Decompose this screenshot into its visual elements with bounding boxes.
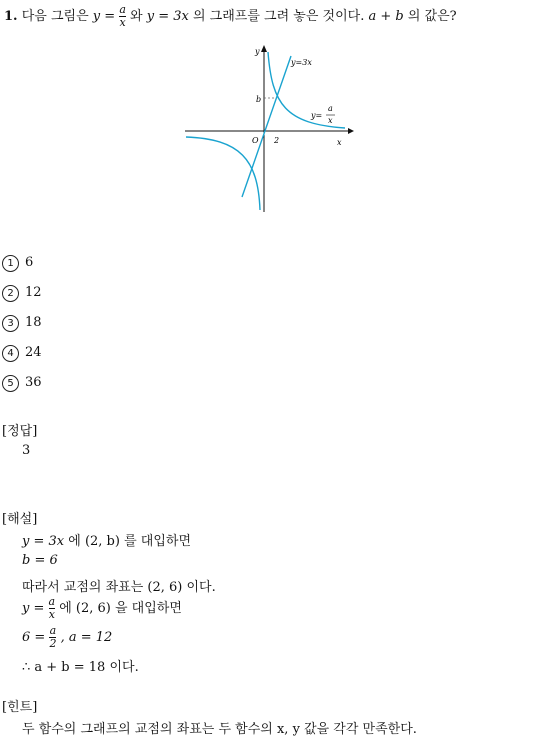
solution-line-6: ∴ a + b = 18 이다. [22,660,139,675]
solution-header: [해설] [2,512,38,527]
solution-line-3: 따라서 교점의 좌표는 (2, 6) 이다. [22,580,216,595]
question-eq1-fraction [119,4,126,29]
solution-line-2 [22,553,58,568]
fraction-denominator: x [48,608,55,621]
hyperbola-third-quadrant [186,137,260,210]
hint-text: 두 함수의 그래프의 교점의 좌표는 두 함수의 x, y 값을 각각 만족한다. [22,722,417,737]
x-axis-label: x [337,138,342,147]
b-tick-label: b [256,95,262,104]
y-axis-label: y [255,47,260,56]
option-mark-2: 2 [2,285,19,302]
question-eq2: y = 3x [146,9,189,24]
fraction-numerator: a [119,3,126,16]
x-axis-arrow [348,128,354,134]
option-mark-4: 4 [2,345,19,362]
fraction-denominator: 2 [49,637,57,650]
option-5[interactable] [2,375,42,392]
solution-l5-fraction [49,625,56,650]
hyperbola-label-lhs: y= [311,111,323,120]
option-value-1: 6 [25,255,34,270]
solution-l4-text: 에 (2, 6) 을 대입하면 [59,601,182,616]
option-mark-3: 3 [2,315,19,332]
y-axis-arrow [261,45,267,52]
fraction-numerator: a [49,624,57,637]
option-1[interactable] [2,255,33,272]
option-value-2: 12 [25,285,42,300]
two-tick-label: 2 [274,136,280,145]
question-text-before: 다음 그림은 [21,9,89,24]
solution-l4-fraction [49,596,56,621]
solution-l5-lhs: 6 = [22,630,46,645]
origin-label: O [252,136,259,145]
solution-text-2: b = 6 [22,553,58,568]
question-line [4,4,457,29]
option-mark-1: 1 [2,255,19,272]
solution-l4-lhs: y = [22,601,45,616]
fraction-denominator: x [119,16,126,29]
option-2[interactable] [2,285,42,302]
answer-header: [정답] [2,424,38,439]
question-expr: a + b [368,9,404,24]
solution-line-4 [22,596,182,621]
solution-line-1 [22,530,191,549]
solution-eq: y = 3x [22,534,65,549]
question-text-end: 의 값은? [407,9,457,24]
hyperbola-label-num: a [328,104,333,113]
option-value-5: 36 [25,375,42,390]
solution-line-5 [22,625,112,650]
answer-value: 3 [22,443,31,458]
fraction-numerator: a [48,595,56,608]
option-value-3: 18 [25,315,42,330]
hyperbola-label-den: x [328,116,333,125]
option-mark-5: 5 [2,375,19,392]
option-4[interactable] [2,345,42,362]
question-eq1-lhs: y = [92,9,116,24]
question-text-after: 의 그래프를 그려 놓은 것이다. [192,9,365,24]
solution-l5-text: , a = 12 [60,630,113,645]
question-text-mid: 와 [130,9,143,24]
function-graph [180,44,355,214]
solution-text-1: 에 (2, b) 를 대입하면 [68,534,191,549]
option-value-4: 24 [25,345,42,360]
hint-header: [힌트] [2,700,38,715]
line-label: y=3x [291,58,312,67]
option-3[interactable] [2,315,42,332]
question-number: 1. [4,9,18,24]
line-y-3x [242,56,291,197]
